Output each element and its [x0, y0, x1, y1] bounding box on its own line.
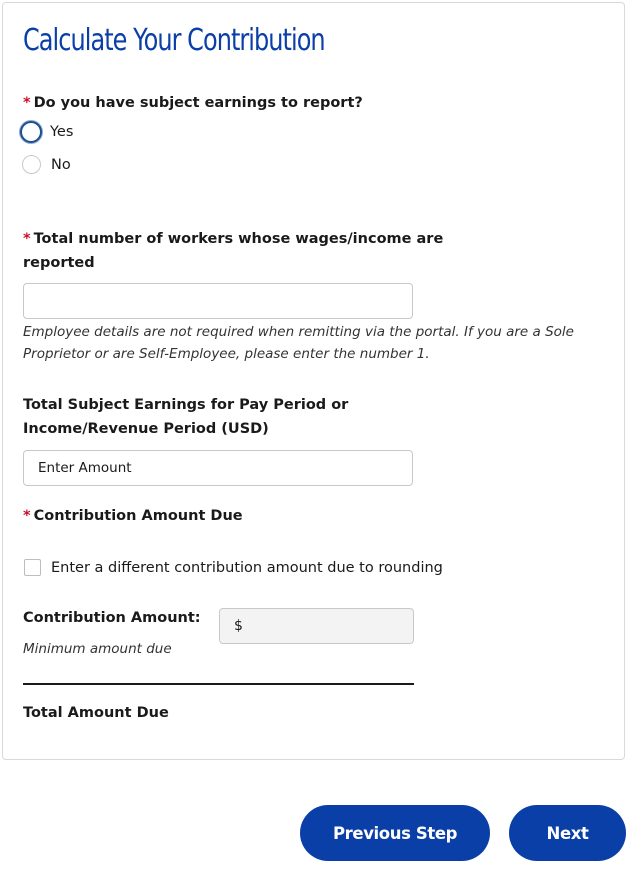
contribution-amount-field[interactable]: $	[219, 608, 414, 644]
form-card	[2, 2, 625, 760]
workers-hint: Employee details are not required when remitting via the portal. If you are a Sole Proprietor or are Self-Employee, please enter the number 1.	[23, 324, 574, 362]
radio-button-no[interactable]	[22, 155, 41, 174]
rounding-checkbox[interactable]	[24, 559, 41, 576]
subject-earnings-question: * Do you have subject earnings to report?	[23, 95, 363, 111]
radio-option-no[interactable]	[22, 155, 71, 174]
next-button[interactable]: Next	[509, 805, 626, 861]
page-title: Calculate Your Contribution	[23, 23, 325, 58]
total-divider	[23, 683, 414, 685]
total-amount-label: Total Amount Due	[23, 705, 169, 721]
workers-count-input[interactable]	[23, 283, 413, 319]
contribution-due-label: * Contribution Amount Due	[23, 508, 243, 524]
radio-label-no: No	[51, 156, 71, 173]
earnings-label: Total Subject Earnings for Pay Period or Income/Revenue Period (USD)	[23, 397, 349, 437]
minimum-amount-hint: Minimum amount due	[23, 641, 172, 657]
radio-button-yes[interactable]	[20, 121, 42, 143]
required-asterisk: *	[23, 231, 31, 247]
contribution-amount-label: Contribution Amount:	[23, 610, 201, 626]
required-asterisk: *	[23, 95, 31, 111]
radio-label-yes: Yes	[50, 124, 74, 140]
workers-label: * Total number of workers whose wages/income are reported	[23, 231, 444, 271]
rounding-option[interactable]	[24, 559, 443, 576]
required-asterisk: *	[23, 508, 31, 524]
earnings-amount-input[interactable]	[23, 450, 413, 486]
rounding-checkbox-label: Enter a different contribution amount due to rounding	[51, 559, 443, 576]
radio-option-yes[interactable]	[20, 121, 73, 143]
previous-step-button[interactable]: Previous Step	[300, 805, 490, 861]
